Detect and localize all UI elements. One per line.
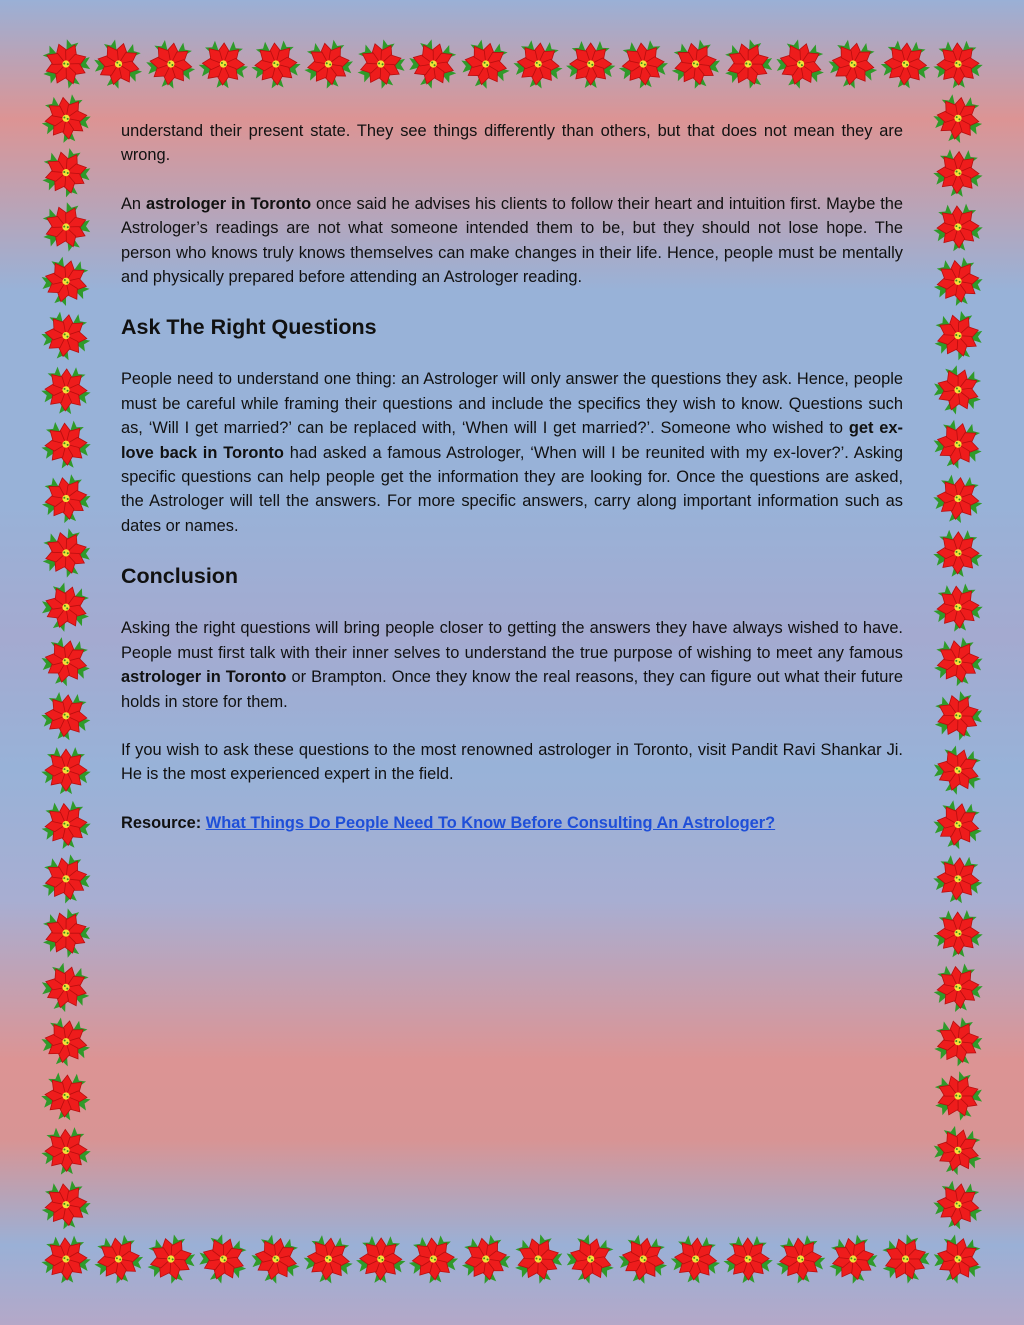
poinsettia-icon xyxy=(770,35,830,94)
poinsettia-icon xyxy=(614,1232,671,1287)
poinsettia-icon xyxy=(40,420,93,470)
poinsettia-icon xyxy=(773,1233,828,1286)
paragraph-questions-before: People need to understand one thing: an Astrologer will only answer the questions they ask. Hence, people must be careful while framing their questions and include the specifics they wish to know. Questions such as, ‘Will I get married?’ can be replaced with, ‘When will I get married?’. Someone who wished to xyxy=(121,370,903,438)
poinsettia-icon xyxy=(930,92,986,146)
paragraph-advice xyxy=(121,192,903,290)
poinsettia-icon xyxy=(929,634,986,689)
poinsettia-icon xyxy=(38,1179,93,1232)
poinsettia-icon xyxy=(718,35,779,95)
heading-ask-questions: Ask The Right Questions xyxy=(121,315,377,340)
poinsettia-icon xyxy=(927,360,989,420)
poinsettia-icon xyxy=(930,255,986,309)
poinsettia-icon xyxy=(35,197,97,258)
poinsettia-icon xyxy=(91,1232,147,1286)
resource-link[interactable]: What Things Do People Need To Know Before Consulting An Astrologer? xyxy=(205,813,776,832)
poinsettia-icon xyxy=(143,38,198,91)
paragraph-intro: understand their present state. They see things differently than others, but that does not mean they are wrong. xyxy=(121,122,903,165)
poinsettia-icon xyxy=(879,39,932,89)
poinsettia-icon xyxy=(931,854,984,905)
paragraph-questions xyxy=(121,367,903,538)
poinsettia-icon xyxy=(38,309,93,362)
poinsettia-icon xyxy=(38,472,95,527)
poinsettia-icon xyxy=(35,578,96,638)
poinsettia-icon xyxy=(402,35,463,95)
heading-conclusion: Conclusion xyxy=(121,564,239,589)
poinsettia-icon xyxy=(927,741,988,800)
paragraph-conclusion-before: Asking the right questions will bring people closer to getting the answers they have always wished to have. People must first talk with their inner selves to understand the true purpose of wishing to meet any famous xyxy=(121,619,903,662)
poinsettia-icon xyxy=(508,1230,569,1289)
poinsettia-icon xyxy=(198,40,249,89)
poinsettia-icon xyxy=(301,1233,356,1286)
poinsettia-icon xyxy=(35,904,96,964)
poinsettia-icon xyxy=(667,36,725,92)
poinsettia-icon xyxy=(41,1127,92,1176)
poinsettia-icon xyxy=(141,1230,201,1288)
poinsettia-icon xyxy=(931,962,986,1015)
article-body xyxy=(121,119,903,859)
poinsettia-icon xyxy=(89,36,148,93)
poinsettia-icon xyxy=(36,253,95,310)
poinsettia-icon xyxy=(928,687,989,746)
poinsettia-icon xyxy=(41,747,90,794)
poinsettia-icon xyxy=(37,851,95,907)
poinsettia-icon xyxy=(351,35,411,94)
keyword-astrologer-toronto: astrologer in Toronto xyxy=(145,194,312,213)
poinsettia-icon xyxy=(825,37,882,92)
poinsettia-icon xyxy=(36,959,96,1018)
poinsettia-icon xyxy=(875,1229,937,1289)
poinsettia-icon xyxy=(39,690,93,742)
poinsettia-icon xyxy=(457,1232,514,1287)
poinsettia-icon xyxy=(928,307,988,365)
paragraph-questions-after: had asked a famous Astrologer, ‘When will I be reunited with my ex-lover?’. Asking specific questions can help people get the information they are looking for. Once the questions are asked, the Astrologer will tell the answers. For more specific answers, carry along important information such as dates or names. xyxy=(121,443,903,535)
poinsettia-icon xyxy=(40,366,91,415)
poinsettia-icon xyxy=(931,582,984,633)
poinsettia-icon xyxy=(616,39,670,91)
poinsettia-icon xyxy=(824,1231,883,1288)
poinsettia-icon xyxy=(37,634,95,690)
poinsettia-icon xyxy=(930,1178,986,1232)
poinsettia-icon xyxy=(192,1229,254,1289)
poinsettia-icon xyxy=(931,473,986,526)
poinsettia-icon xyxy=(928,1230,988,1288)
poinsettia-icon xyxy=(933,530,983,578)
poinsettia-icon xyxy=(246,1231,305,1288)
poinsettia-icon xyxy=(932,203,984,252)
poinsettia-icon xyxy=(928,1122,988,1180)
resource-line xyxy=(121,811,903,835)
poinsettia-icon xyxy=(933,910,983,958)
poinsettia-icon xyxy=(927,1066,989,1126)
poinsettia-icon xyxy=(250,39,303,89)
paragraph-advice-prefix: An xyxy=(121,194,146,213)
poinsettia-icon xyxy=(560,1230,621,1289)
resource-label: Resource: xyxy=(121,813,202,832)
paragraph-conclusion xyxy=(121,616,903,714)
poinsettia-icon xyxy=(39,799,93,851)
poinsettia-icon xyxy=(929,797,986,852)
poinsettia-icon xyxy=(38,1015,95,1070)
poinsettia-icon xyxy=(40,1071,93,1121)
poinsettia-icon xyxy=(38,92,93,145)
poinsettia-icon xyxy=(407,1234,460,1285)
poinsettia-icon xyxy=(511,39,565,91)
poinsettia-icon xyxy=(300,37,357,92)
poinsettia-icon xyxy=(36,524,96,583)
keyword-astrologer-toronto-2: astrologer in Toronto xyxy=(121,668,287,687)
poinsettia-icon xyxy=(356,1236,406,1284)
poinsettia-icon xyxy=(933,40,984,89)
poinsettia-icon xyxy=(932,148,984,197)
paragraph-conclusion-after: or Brampton. Once they know the real reasons, they can figure out what their future holds in store for them. xyxy=(121,668,903,711)
poinsettia-icon xyxy=(566,41,615,88)
poinsettia-icon xyxy=(929,416,988,473)
poinsettia-icon xyxy=(35,34,97,95)
poinsettia-icon xyxy=(457,36,515,92)
poinsettia-icon xyxy=(37,144,96,201)
paragraph-visit: If you wish to ask these questions to the most renowned astrologer in Toronto, visit Pandit Ravi Shankar Ji. He is the most experienced expert in the field. xyxy=(121,740,903,784)
poinsettia-icon xyxy=(723,1236,773,1284)
poinsettia-icon xyxy=(669,1234,722,1285)
paragraph-advice-rest: once said he advises his clients to follow their heart and intuition first. Maybe the Astrologer’s readings are not what someone intended them to be, but they should not lose hope. The person who knows truly knows themselves can make changes in their life. Hence, people must be mentally and physically prepared before attending an Astrologer reading. xyxy=(121,194,904,287)
keyword-ex-love: get ex-love back in Toronto xyxy=(121,419,903,462)
poinsettia-icon xyxy=(40,1235,92,1284)
poinsettia-icon xyxy=(929,1014,988,1071)
